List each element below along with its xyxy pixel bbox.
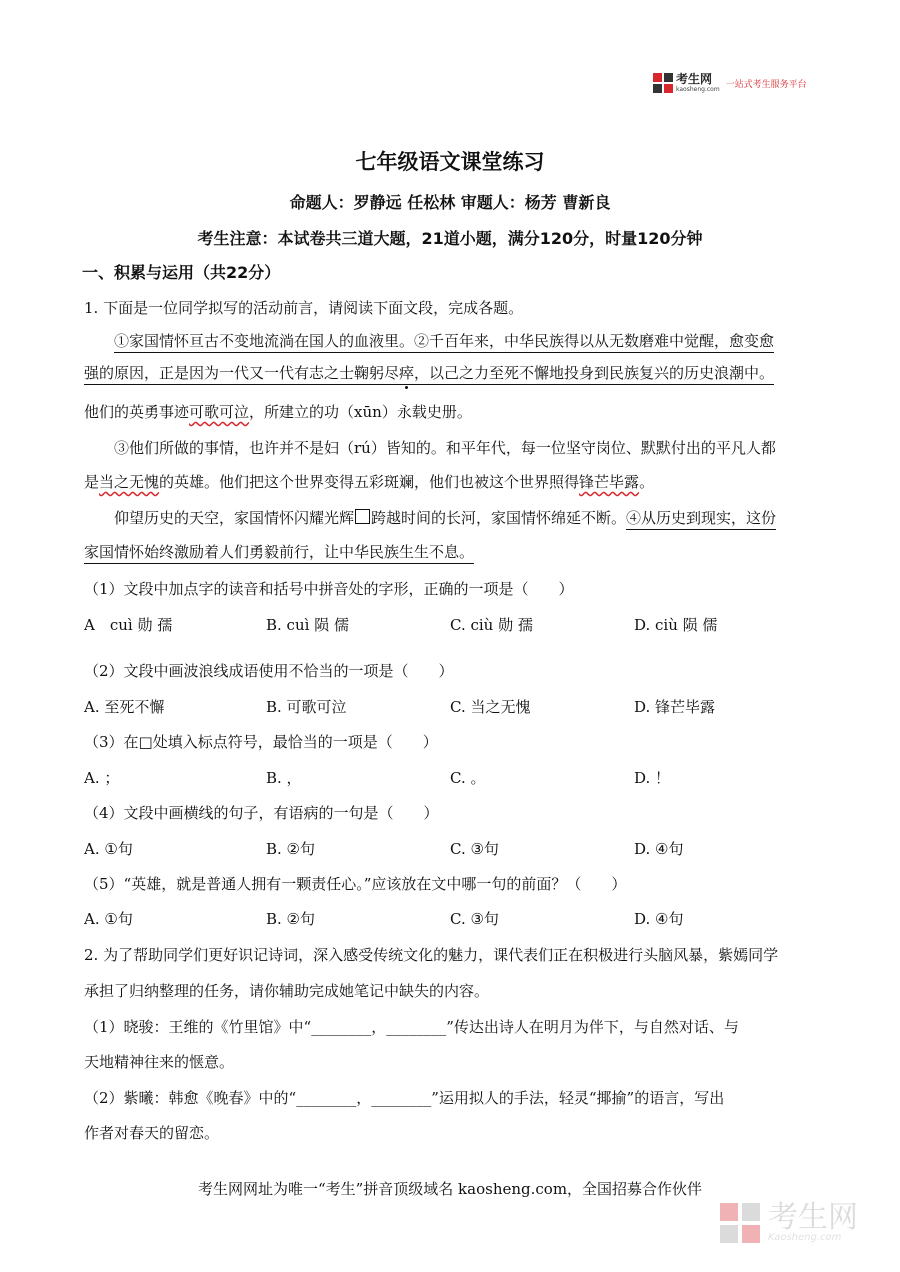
q2-intro: 2. 为了帮助同学们更好识记诗词，深入感受传统文化的魅力，课代表们正在积极进行头脑风暴，紫嫣同学 (84, 946, 779, 964)
option-b: B. cuì 陨 儒 (266, 616, 349, 634)
sub-question-4: （4）文段中画横线的句子，有语病的一句是（ ） (84, 804, 439, 822)
option-c: C. 。 (450, 769, 486, 787)
passage-line: 仰望历史的天空，家国情怀闪耀光辉 跨越时间的长河，家国情怀绵延不断。④从历史到现实，这份 (114, 507, 776, 528)
option-d: D. ④句 (634, 910, 684, 928)
sub-question-1: （1）文段中加点字的读音和括号中拼音处的字形，正确的一项是（ ） (84, 580, 574, 598)
exam-notice: 考生注意：本试卷共三道大题，21道小题，满分120分，时量120分钟 (197, 229, 703, 248)
sentence-2-end: ，以己之力至死不懈地投身到民族复兴的历史浪潮中。 (414, 364, 775, 382)
sentence-4-end: 家国情怀始终激励着人们勇毅前行，让中华民族生生不息。 (84, 543, 474, 564)
wavy-idiom: 可歌可泣 (189, 403, 250, 421)
passage-line (84, 362, 774, 383)
sub-question-2: （2）文段中画波浪线成语使用不恰当的一项是（ ） (84, 662, 454, 680)
option-d: D. ciù 陨 儒 (634, 616, 718, 634)
option-b: B. ②句 (266, 910, 316, 928)
option-b: B. ②句 (266, 840, 316, 858)
q2-item-1: （1）晓骏：王维的《竹里馆》中“________，________”传达出诗人在明月为伴下，与自然对话、与 (84, 1018, 739, 1036)
sub-question-3: （3）在□处填入标点符号，最恰当的一项是（ ） (84, 733, 438, 751)
option-b: B. 可歌可泣 (266, 698, 347, 716)
logo-icon (653, 73, 673, 93)
q2-intro-cont: 承担了归纳整理的任务，请你辅助完成她笔记中缺失的内容。 (84, 982, 490, 1000)
option-c: C. 当之无愧 (450, 698, 531, 716)
passage-line: ③他们所做的事情，也许并不是妇（rú）皆知的。和平年代，每一位坚守岗位、默默付出的平凡人都 (114, 439, 776, 457)
section-heading: 一、积累与运用（共22分） (82, 263, 281, 282)
sentence-2-mid: 强的原因，正是因为一代又一代有志之士鞠躬尽 (84, 364, 400, 382)
dotted-char: 瘁 (399, 364, 415, 382)
watermark (720, 1200, 858, 1243)
passage-line (84, 541, 474, 562)
option-a: A. ①句 (84, 840, 133, 858)
option-c: C. ciù 勋 孺 (450, 616, 533, 634)
option-c: C. ③句 (450, 840, 499, 858)
watermark-brand: 考生网 (768, 1200, 858, 1235)
blank-box (355, 509, 370, 524)
option-d: D. 锋芒毕露 (634, 698, 716, 716)
wavy-idiom: 锋芒毕露 (579, 473, 640, 491)
option-c: C. ③句 (450, 910, 499, 928)
option-a: A. ①句 (84, 910, 133, 928)
sentence-4-start: ④从历史到现实，这份 (626, 509, 776, 530)
page-title: 七年级语文课堂练习 (355, 150, 545, 174)
q1-intro: 1. 下面是一位同学拟写的活动前言，请阅读下面文段，完成各题。 (84, 299, 524, 317)
wavy-idiom: 当之无愧 (99, 473, 160, 491)
sub-question-5: （5）“英雄，就是普通人拥有一颗责任心。”应该放在文中哪一句的前面？（ ） (84, 875, 627, 893)
sentence-1: ①家国情怀亘古不变地流淌在国人的血液里。 (114, 332, 414, 353)
authors: 命题人：罗静远 任松林 审题人：杨芳 曹新良 (289, 193, 611, 212)
passage-line (114, 330, 774, 351)
option-b: B. ， (266, 769, 302, 787)
option-d: D. ④句 (634, 840, 684, 858)
page-footer: 考生网网址为唯一“考生”拼音顶级域名 kaosheng.com，全国招募合作伙伴 (197, 1180, 703, 1198)
sentence-2-start: ②千百年来，中华民族得以从无数磨难中觉醒，愈变愈 (414, 332, 774, 353)
q2-item-1-cont: 天地精神往来的惬意。 (84, 1053, 235, 1071)
site-logo (653, 72, 807, 94)
logo-domain: kaosheng.com (676, 86, 720, 93)
watermark-logo-icon (720, 1203, 760, 1243)
logo-slogan: 一站式考生服务平台 (725, 79, 807, 90)
option-a: A. 至死不懈 (84, 698, 165, 716)
option-d: D. ！ (634, 769, 671, 787)
option-a: A. ； (84, 769, 120, 787)
passage-line: 他们的英勇事迹可歌可泣，所建立的功（xūn）永载史册。 (84, 403, 472, 421)
option-a: A cuì 勋 孺 (84, 616, 173, 634)
watermark-domain: Kaosheng.com (768, 1232, 842, 1243)
passage-line: 是当之无愧的英雄。他们把这个世界变得五彩斑斓，他们也被这个世界照得锋芒毕露。 (84, 473, 655, 491)
q2-item-2-cont: 作者对春天的留恋。 (84, 1124, 220, 1142)
logo-brand: 考生网 (676, 72, 713, 86)
q2-item-2: （2）紫曦：韩愈《晚春》中的“________，________”运用拟人的手法，轻灵“揶揄”的语言，写出 (84, 1089, 725, 1107)
